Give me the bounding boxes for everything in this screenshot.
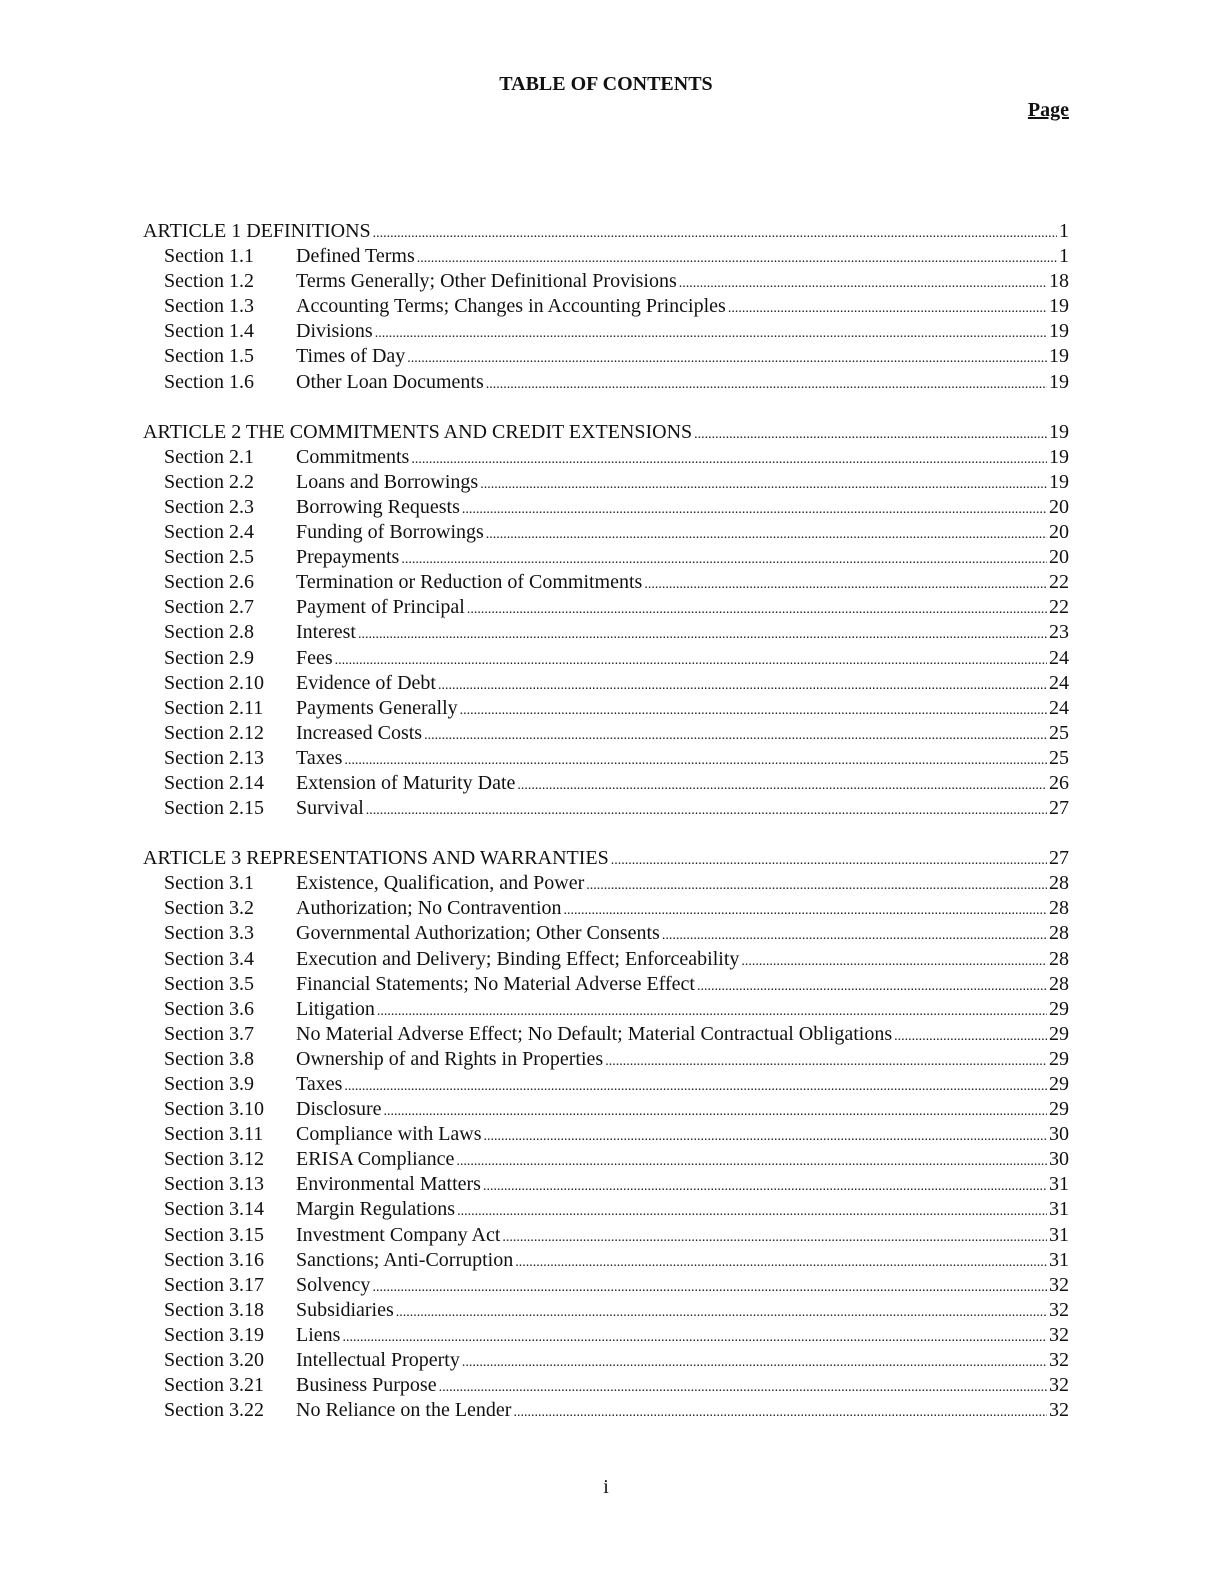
- section-number: Section 3.15: [164, 1223, 264, 1246]
- section-number: Section 1.4: [164, 320, 254, 343]
- section-page-number: 29: [1049, 997, 1069, 1020]
- section-page-number: 28: [1049, 972, 1069, 995]
- toc-section-entry[interactable]: [143, 947, 1069, 972]
- dot-leader: [513, 1400, 1047, 1423]
- dot-leader: [679, 271, 1047, 294]
- section-title: Payment of Principal: [296, 596, 465, 619]
- toc-section-entry[interactable]: [143, 1047, 1069, 1072]
- toc-section-entry[interactable]: [143, 520, 1069, 545]
- table-of-contents: [143, 219, 1069, 1448]
- dot-leader: [894, 1024, 1047, 1047]
- dot-leader: [456, 1149, 1047, 1172]
- dot-leader: [502, 1225, 1047, 1248]
- toc-section-entry[interactable]: [143, 1298, 1069, 1323]
- section-number: Section 3.1: [164, 872, 254, 895]
- toc-section-entry[interactable]: [143, 921, 1069, 946]
- toc-section-entry[interactable]: [143, 1373, 1069, 1398]
- toc-section-entry[interactable]: [143, 1197, 1069, 1222]
- toc-section-entry[interactable]: [143, 319, 1069, 344]
- section-number: Section 3.18: [164, 1298, 264, 1321]
- section-number: Section 3.10: [164, 1098, 264, 1121]
- section-number: Section 3.9: [164, 1073, 254, 1095]
- dot-leader: [517, 773, 1047, 796]
- toc-section-entry[interactable]: [143, 871, 1069, 896]
- dot-leader: [342, 1325, 1047, 1348]
- toc-section-entry[interactable]: [143, 470, 1069, 495]
- section-title: Increased Costs: [296, 721, 423, 744]
- toc-section-entry[interactable]: [143, 1248, 1069, 1273]
- section-title: Interest: [296, 621, 356, 644]
- dot-leader: [586, 873, 1047, 896]
- article-title: ARTICLE 3 REPRESENTATIONS AND WARRANTIES: [143, 847, 609, 870]
- section-title: Fees: [296, 646, 333, 669]
- section-title: Loans and Borrowings: [296, 470, 479, 493]
- section-title: Borrowing Requests: [296, 495, 460, 518]
- toc-article-block: [143, 219, 1069, 395]
- dot-leader: [375, 321, 1047, 344]
- section-page-number: 20: [1049, 546, 1069, 569]
- section-number: Section 3.8: [164, 1047, 254, 1070]
- section-page-number: 28: [1049, 922, 1069, 945]
- section-number: Section 3.5: [164, 972, 254, 995]
- dot-leader: [335, 648, 1047, 671]
- section-number: Section 1.1: [164, 245, 254, 268]
- section-page-number: 18: [1049, 270, 1069, 293]
- section-number: Section 2.12: [164, 721, 264, 744]
- dot-leader: [644, 572, 1047, 595]
- section-title: Ownership of and Rights in Properties: [296, 1047, 604, 1070]
- toc-section-entry[interactable]: [143, 746, 1069, 771]
- section-page-number: 30: [1049, 1148, 1069, 1171]
- section-number: Section 1.3: [164, 295, 254, 318]
- dot-leader: [486, 372, 1047, 395]
- toc-section-entry[interactable]: [143, 721, 1069, 746]
- toc-section-entry[interactable]: [143, 972, 1069, 997]
- section-number: Section 3.7: [164, 1022, 254, 1045]
- section-page-number: 22: [1049, 596, 1069, 619]
- section-title: Defined Terms: [296, 245, 415, 268]
- dot-leader: [480, 472, 1047, 495]
- section-page-number: 20: [1049, 495, 1069, 518]
- section-page-number: 19: [1049, 445, 1069, 468]
- section-page-number: 31: [1049, 1198, 1069, 1221]
- section-title: Existence, Qualification, and Power: [296, 872, 585, 895]
- section-page-number: 20: [1049, 521, 1069, 544]
- section-number: Section 1.2: [164, 270, 254, 293]
- toc-section-entry[interactable]: [143, 445, 1069, 470]
- article-page-number: 19: [1049, 420, 1069, 443]
- toc-section-entry[interactable]: [143, 796, 1069, 821]
- dot-leader: [662, 923, 1047, 946]
- dot-leader: [694, 422, 1047, 445]
- section-number: Section 3.16: [164, 1248, 264, 1271]
- toc-article-entry[interactable]: [143, 420, 1069, 445]
- section-number: Section 2.6: [164, 571, 254, 594]
- section-page-number: 19: [1049, 470, 1069, 493]
- toc-section-entry[interactable]: [143, 1072, 1069, 1097]
- section-title: Other Loan Documents: [296, 370, 484, 393]
- dot-leader: [396, 1300, 1047, 1323]
- section-title: Business Purpose: [296, 1374, 437, 1397]
- section-title: Termination or Reduction of Commitments: [296, 571, 643, 594]
- section-page-number: 24: [1049, 646, 1069, 669]
- section-title: Authorization; No Contravention: [296, 897, 562, 920]
- section-number: Section 2.14: [164, 771, 264, 794]
- section-page-number: 24: [1049, 671, 1069, 694]
- section-page-number: 29: [1049, 1073, 1069, 1095]
- section-number: Section 3.2: [164, 897, 254, 920]
- section-page-number: 31: [1049, 1248, 1069, 1271]
- section-page-number: 30: [1049, 1123, 1069, 1146]
- section-title: Governmental Authorization; Other Consents: [296, 922, 660, 945]
- article-page-number: 1: [1059, 220, 1069, 242]
- section-page-number: 31: [1049, 1173, 1069, 1196]
- section-page-number: 32: [1049, 1298, 1069, 1321]
- dot-leader: [486, 522, 1047, 545]
- section-title: Environmental Matters: [296, 1173, 481, 1196]
- toc-section-entry[interactable]: [143, 620, 1069, 645]
- section-page-number: 28: [1049, 947, 1069, 970]
- section-number: Section 2.11: [164, 696, 264, 719]
- toc-section-entry[interactable]: [143, 370, 1069, 395]
- toc-section-entry[interactable]: [143, 1398, 1069, 1423]
- section-number: Section 3.13: [164, 1173, 264, 1196]
- section-title: Liens: [296, 1323, 341, 1346]
- section-number: Section 3.21: [164, 1374, 264, 1397]
- section-page-number: 25: [1049, 746, 1069, 769]
- section-page-number: 19: [1049, 295, 1069, 318]
- section-page-number: 31: [1049, 1223, 1069, 1246]
- section-page-number: 24: [1049, 696, 1069, 719]
- toc-section-entry[interactable]: [143, 1223, 1069, 1248]
- toc-section-entry[interactable]: [143, 696, 1069, 721]
- dot-leader: [564, 898, 1047, 921]
- section-page-number: 32: [1049, 1374, 1069, 1397]
- section-number: Section 3.22: [164, 1399, 264, 1422]
- dot-leader: [605, 1049, 1047, 1072]
- footer-page-number: i: [603, 1476, 609, 1498]
- toc-article-block: [143, 846, 1069, 1423]
- section-number: Section 1.5: [164, 345, 254, 368]
- toc-section-entry[interactable]: [143, 570, 1069, 595]
- section-title: Disclosure: [296, 1098, 382, 1121]
- toc-section-entry[interactable]: [143, 1022, 1069, 1047]
- dot-leader: [728, 296, 1047, 319]
- toc-section-entry[interactable]: [143, 595, 1069, 620]
- section-number: Section 2.2: [164, 470, 254, 493]
- dot-leader: [377, 999, 1047, 1022]
- dot-leader: [366, 798, 1047, 821]
- section-page-number: 28: [1049, 897, 1069, 920]
- section-number: Section 2.4: [164, 521, 254, 544]
- section-number: Section 2.7: [164, 596, 254, 619]
- dot-leader: [462, 497, 1047, 520]
- toc-section-entry[interactable]: [143, 1097, 1069, 1122]
- section-page-number: 29: [1049, 1047, 1069, 1070]
- section-page-number: 32: [1049, 1399, 1069, 1422]
- section-title: ERISA Compliance: [296, 1148, 455, 1171]
- section-title: Funding of Borrowings: [296, 521, 484, 544]
- section-page-number: 28: [1049, 872, 1069, 895]
- section-page-number: 32: [1049, 1273, 1069, 1296]
- section-title: Compliance with Laws: [296, 1123, 482, 1146]
- section-page-number: 29: [1049, 1098, 1069, 1121]
- section-number: Section 3.3: [164, 922, 254, 945]
- dot-leader: [439, 1375, 1047, 1398]
- section-page-number: 19: [1049, 370, 1069, 393]
- section-number: Section 3.11: [164, 1123, 264, 1146]
- dot-leader: [484, 1124, 1047, 1147]
- section-title: Taxes: [296, 746, 343, 769]
- toc-section-entry[interactable]: [143, 671, 1069, 696]
- dot-leader: [417, 246, 1057, 269]
- toc-section-entry[interactable]: [143, 646, 1069, 671]
- section-title: Solvency: [296, 1273, 371, 1296]
- toc-section-entry[interactable]: [143, 771, 1069, 796]
- toc-section-entry[interactable]: [143, 1323, 1069, 1348]
- dot-leader: [515, 1250, 1047, 1273]
- section-page-number: 23: [1049, 621, 1069, 644]
- toc-section-entry[interactable]: [143, 896, 1069, 921]
- toc-section-entry[interactable]: [143, 997, 1069, 1022]
- section-title: No Material Adverse Effect; No Default; Material Contractual Obligations: [296, 1022, 893, 1045]
- section-page-number: 19: [1049, 345, 1069, 368]
- section-page-number: 29: [1049, 1022, 1069, 1045]
- section-title: Litigation: [296, 997, 375, 1020]
- section-title: Survival: [296, 797, 364, 820]
- section-title: Divisions: [296, 320, 373, 343]
- toc-section-entry[interactable]: [143, 1348, 1069, 1373]
- section-number: Section 3.14: [164, 1198, 264, 1221]
- section-page-number: 22: [1049, 571, 1069, 594]
- toc-section-entry[interactable]: [143, 294, 1069, 319]
- dot-leader: [462, 1350, 1047, 1373]
- section-number: Section 2.5: [164, 546, 254, 569]
- toc-article-block: [143, 420, 1069, 822]
- section-title: Terms Generally; Other Definitional Provisions: [296, 270, 677, 293]
- section-number: Section 3.6: [164, 997, 254, 1020]
- dot-leader: [373, 221, 1057, 244]
- section-number: Section 2.15: [164, 797, 264, 820]
- dot-leader: [741, 949, 1047, 972]
- dot-leader: [358, 622, 1047, 645]
- dot-leader: [424, 723, 1047, 746]
- dot-leader: [344, 748, 1047, 771]
- toc-section-entry[interactable]: [143, 1273, 1069, 1298]
- section-number: Section 3.12: [164, 1148, 264, 1171]
- section-title: Prepayments: [296, 546, 400, 569]
- section-number: Section 3.19: [164, 1323, 264, 1346]
- section-title: Evidence of Debt: [296, 671, 436, 694]
- toc-section-entry[interactable]: [143, 269, 1069, 294]
- dot-leader: [457, 1199, 1047, 1222]
- dot-leader: [344, 1074, 1047, 1097]
- section-title: Margin Regulations: [296, 1198, 456, 1221]
- section-number: Section 2.9: [164, 646, 254, 669]
- dot-leader: [384, 1099, 1047, 1122]
- section-title: Sanctions; Anti-Corruption: [296, 1248, 514, 1271]
- section-page-number: 1: [1059, 245, 1069, 268]
- section-title: Financial Statements; No Material Adverse Effect: [296, 972, 695, 995]
- toc-article-entry[interactable]: [143, 219, 1069, 244]
- section-title: Extension of Maturity Date: [296, 771, 516, 794]
- section-number: Section 1.6: [164, 370, 254, 393]
- toc-section-entry[interactable]: [143, 1147, 1069, 1172]
- dot-leader: [438, 673, 1047, 696]
- dot-leader: [407, 346, 1047, 369]
- section-page-number: 32: [1049, 1349, 1069, 1372]
- toc-section-entry[interactable]: [143, 545, 1069, 570]
- section-number: Section 3.17: [164, 1273, 264, 1296]
- dot-leader: [611, 848, 1047, 871]
- dot-leader: [483, 1174, 1047, 1197]
- section-title: Execution and Delivery; Binding Effect; Enforceability: [296, 947, 740, 970]
- section-page-number: 32: [1049, 1323, 1069, 1346]
- section-page-number: 26: [1049, 771, 1069, 794]
- section-title: Accounting Terms; Changes in Accounting Principles: [296, 295, 726, 318]
- dot-leader: [401, 547, 1047, 570]
- section-page-number: 25: [1049, 721, 1069, 744]
- article-title: ARTICLE 1 DEFINITIONS: [143, 220, 371, 242]
- article-page-number: 27: [1049, 847, 1069, 870]
- section-number: Section 2.3: [164, 495, 254, 518]
- toc-section-entry[interactable]: [143, 344, 1069, 369]
- section-page-number: 19: [1049, 320, 1069, 343]
- section-title: Intellectual Property: [296, 1349, 460, 1372]
- section-title: Payments Generally: [296, 696, 458, 719]
- section-page-number: 27: [1049, 797, 1069, 820]
- article-title: ARTICLE 2 THE COMMITMENTS AND CREDIT EXTENSIONS: [143, 420, 693, 443]
- toc-section-entry[interactable]: [143, 244, 1069, 269]
- dot-leader: [697, 974, 1047, 997]
- page-column-header: Page: [1027, 99, 1069, 121]
- section-title: Investment Company Act: [296, 1223, 501, 1246]
- section-number: Section 2.13: [164, 746, 264, 769]
- dot-leader: [411, 447, 1047, 470]
- dot-leader: [460, 698, 1047, 721]
- toc-article-entry[interactable]: [143, 846, 1069, 871]
- dot-leader: [372, 1275, 1047, 1298]
- toc-section-entry[interactable]: [143, 1122, 1069, 1147]
- section-number: Section 2.8: [164, 621, 254, 644]
- page-title: TABLE OF CONTENTS: [499, 73, 713, 95]
- section-number: Section 2.10: [164, 671, 264, 694]
- dot-leader: [467, 597, 1047, 620]
- section-number: Section 3.20: [164, 1349, 264, 1372]
- section-title: Commitments: [296, 445, 410, 468]
- section-number: Section 3.4: [164, 947, 254, 970]
- section-title: Times of Day: [296, 345, 406, 368]
- section-number: Section 2.1: [164, 445, 254, 468]
- section-title: Taxes: [296, 1073, 343, 1095]
- toc-section-entry[interactable]: [143, 495, 1069, 520]
- section-title: No Reliance on the Lender: [296, 1399, 512, 1422]
- toc-section-entry[interactable]: [143, 1172, 1069, 1197]
- section-title: Subsidiaries: [296, 1298, 394, 1321]
